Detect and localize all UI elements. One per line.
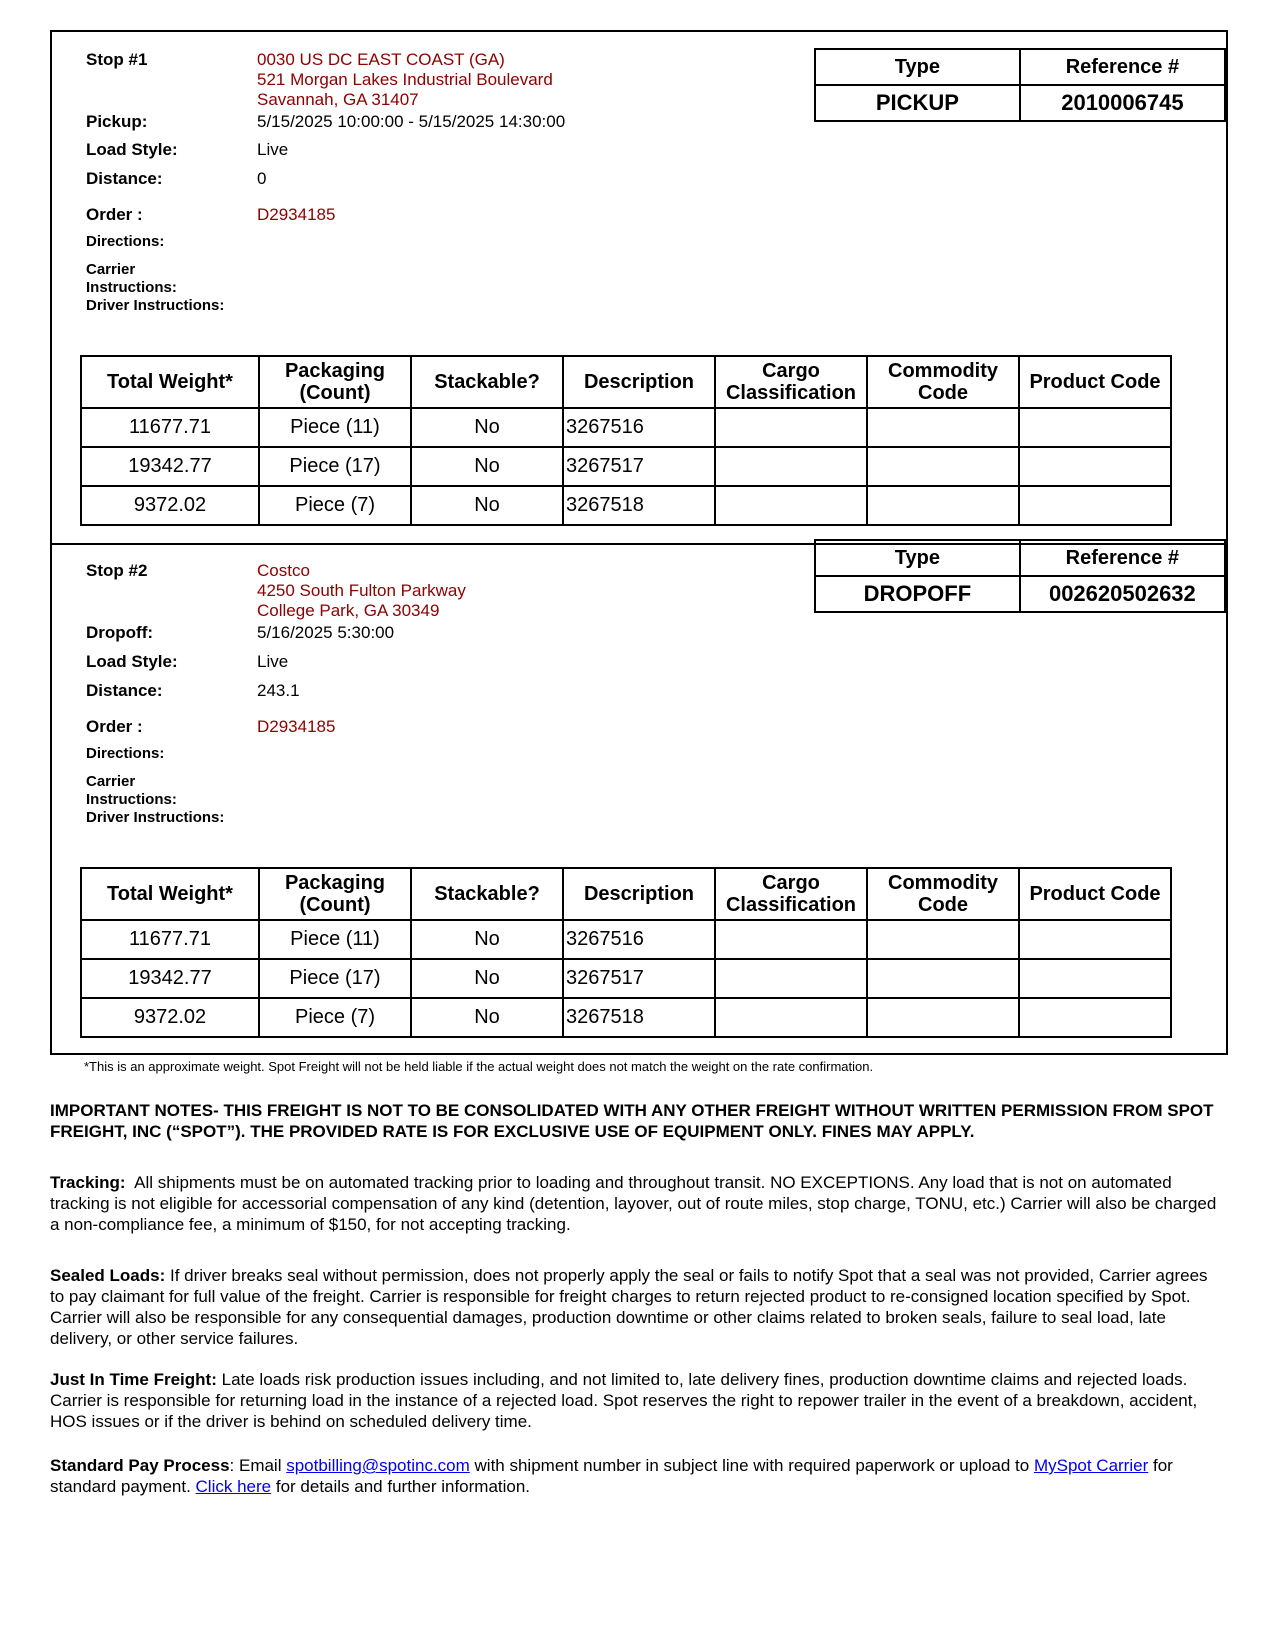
pay-label: Standard Pay Process (50, 1456, 230, 1475)
tracking-label: Tracking: (50, 1173, 126, 1192)
cell-product (1019, 408, 1171, 447)
myspot-carrier-link[interactable]: MySpot Carrier (1033, 1456, 1149, 1475)
header-description: Description (563, 356, 715, 408)
type-header: Type (815, 540, 1020, 576)
pay-text: for details and further information. (271, 1477, 531, 1496)
cell-classification (715, 920, 867, 959)
pay-process-note (50, 1455, 1220, 1497)
pickup-time: 5/15/2025 10:00:00 - 5/15/2025 14:30:00 (257, 112, 566, 131)
type-reference-table (814, 539, 1226, 613)
driver-instructions-label: Driver Instructions: (86, 297, 225, 314)
jit-freight-note (50, 1369, 1220, 1432)
cell-product (1019, 959, 1171, 998)
cell-classification (715, 959, 867, 998)
order-value: D2934185 (257, 717, 336, 736)
cell-packaging: Piece (17) (259, 959, 411, 998)
order-label: Order : (86, 205, 143, 224)
cell-stackable: No (411, 959, 563, 998)
address-line: 521 Morgan Lakes Industrial Boulevard (257, 70, 553, 89)
sealed-text: If driver breaks seal without permission, does not properly apply the seal or fails to notify Spot that a seal was not provided, Carrier agrees to pay claimant for full value of the freight. Carrier is responsible for freight charges to return rejected product to re-consigned location specified by Spot. Carrier will also be responsible for any consequential damages, production downtime or other claims related to broken seals, failure to seal load, late delivery, or other service failures. (50, 1266, 1208, 1348)
cell-commodity (867, 408, 1019, 447)
cell-classification (715, 486, 867, 525)
cell-product (1019, 447, 1171, 486)
stop-2-section (50, 543, 1228, 1055)
header-commodity-code: Commodity Code (867, 868, 1019, 920)
order-value: D2934185 (257, 205, 336, 224)
address-line: 4250 South Fulton Parkway (257, 581, 466, 600)
weight-footnote: *This is an approximate weight. Spot Freight will not be held liable if the actual weight does not match the weight on the rate confirmation. (84, 1059, 874, 1074)
header-total-weight: Total Weight* (81, 356, 259, 408)
load-style-label: Load Style: (86, 140, 178, 159)
jit-label: Just In Time Freight: (50, 1370, 217, 1389)
distance-label: Distance: (86, 169, 163, 188)
header-packaging: Packaging (Count) (259, 868, 411, 920)
reference-number: 002620502632 (1020, 576, 1225, 612)
cell-description: 3267517 (563, 959, 715, 998)
header-product-code: Product Code (1019, 868, 1171, 920)
pay-text: with shipment number in subject line with required paperwork or upload to (469, 1456, 1034, 1475)
header-commodity-code: Commodity Code (867, 356, 1019, 408)
header-packaging: Packaging (Count) (259, 356, 411, 408)
stop-address (257, 561, 466, 621)
cell-description: 3267518 (563, 998, 715, 1037)
dropoff-time: 5/16/2025 5:30:00 (257, 623, 395, 642)
cell-product (1019, 998, 1171, 1037)
reference-number: 2010006745 (1020, 85, 1225, 121)
sealed-label: Sealed Loads: (50, 1266, 166, 1285)
table-row (81, 486, 1171, 525)
reference-header: Reference # (1020, 540, 1225, 576)
address-line: College Park, GA 30349 (257, 601, 440, 620)
cell-weight: 9372.02 (81, 486, 259, 525)
load-style-value: Live (257, 140, 289, 159)
load-style-label: Load Style: (86, 652, 178, 671)
header-description: Description (563, 868, 715, 920)
cell-description: 3267516 (563, 920, 715, 959)
cell-commodity (867, 998, 1019, 1037)
cell-packaging: Piece (7) (259, 998, 411, 1037)
cargo-table (80, 355, 1172, 526)
click-here-link[interactable]: Click here (195, 1477, 272, 1496)
pickup-label: Pickup: (86, 112, 148, 131)
address-line: Savannah, GA 31407 (257, 90, 419, 109)
cell-commodity (867, 486, 1019, 525)
table-row (81, 920, 1171, 959)
pay-text: : Email (229, 1456, 287, 1475)
header-product-code: Product Code (1019, 356, 1171, 408)
directions-label: Directions: (86, 233, 165, 250)
stop-address (257, 50, 553, 110)
carrier-label-line: Instructions: (86, 791, 177, 808)
cell-description: 3267518 (563, 486, 715, 525)
directions-label: Directions: (86, 745, 165, 762)
cell-stackable: No (411, 486, 563, 525)
load-style-value: Live (257, 652, 289, 671)
distance-value: 243.1 (257, 681, 300, 700)
driver-instructions-label: Driver Instructions: (86, 809, 225, 826)
stop-label: Stop #2 (86, 561, 148, 580)
distance-value: 0 (257, 169, 267, 188)
table-row (81, 408, 1171, 447)
header-stackable: Stackable? (411, 356, 563, 408)
tracking-note (50, 1172, 1220, 1235)
sealed-loads-note (50, 1265, 1220, 1349)
stop-type: DROPOFF (815, 576, 1020, 612)
cell-commodity (867, 959, 1019, 998)
cell-stackable: No (411, 408, 563, 447)
carrier-label-line: Instructions: (86, 279, 177, 296)
header-cargo-classification: Cargo Classification (715, 356, 867, 408)
cell-commodity (867, 920, 1019, 959)
cell-stackable: No (411, 998, 563, 1037)
cell-product (1019, 920, 1171, 959)
table-row (81, 998, 1171, 1037)
reference-header: Reference # (1020, 49, 1225, 85)
stop-label: Stop #1 (86, 50, 148, 69)
tracking-text: All shipments must be on automated tracking prior to loading and throughout transit. NO EXCEPTIONS. Any load that is not on automated tracking is not eligible for accessorial compensation of any kind (detention, layover, out of route miles, stop charge, TONU, etc.) Carrier will also be charged a non-compliance fee, a minimum of $150, for not accepting tracking. (50, 1173, 1217, 1234)
carrier-label-line: Carrier (86, 773, 136, 790)
cell-weight: 11677.71 (81, 920, 259, 959)
pay-text: for standard payment. (50, 1456, 1173, 1496)
cell-packaging: Piece (11) (259, 920, 411, 959)
order-label: Order : (86, 717, 143, 736)
cell-stackable: No (411, 920, 563, 959)
stop-1-section (50, 30, 1228, 543)
stop-type: PICKUP (815, 85, 1020, 121)
cell-weight: 19342.77 (81, 959, 259, 998)
cell-classification (715, 998, 867, 1037)
header-stackable: Stackable? (411, 868, 563, 920)
important-notes: IMPORTANT NOTES- THIS FREIGHT IS NOT TO BE CONSOLIDATED WITH ANY OTHER FREIGHT WITHOUT WRITTEN PERMISSION FROM SPOT FREIGHT, INC (“SPOT”). THE PROVIDED RATE IS FOR EXCLUSIVE USE OF EQUIPMENT ONLY. FINES MAY APPLY. (50, 1101, 1214, 1141)
cell-weight: 9372.02 (81, 998, 259, 1037)
cell-packaging: Piece (7) (259, 486, 411, 525)
address-line: Costco (257, 561, 310, 580)
cell-product (1019, 486, 1171, 525)
cell-classification (715, 447, 867, 486)
cell-stackable: No (411, 447, 563, 486)
jit-text: Late loads risk production issues including, and not limited to, late delivery fines, production downtime claims and rejected loads. Carrier is responsible for returning load in the instance of a rejected load. Spot reserves the right to repower trailer in the event of a breakdown, accident, HOS issues or if the driver is behind on scheduled delivery time. (50, 1370, 1198, 1431)
header-total-weight: Total Weight* (81, 868, 259, 920)
carrier-label-line: Carrier (86, 261, 136, 278)
cell-weight: 19342.77 (81, 447, 259, 486)
address-line: 0030 US DC EAST COAST (GA) (257, 50, 505, 69)
distance-label: Distance: (86, 681, 163, 700)
type-header: Type (815, 49, 1020, 85)
cell-packaging: Piece (17) (259, 447, 411, 486)
billing-email-link[interactable]: spotbilling@spotinc.com (286, 1456, 470, 1475)
dropoff-label: Dropoff: (86, 623, 154, 642)
table-row (81, 447, 1171, 486)
cell-description: 3267517 (563, 447, 715, 486)
carrier-instructions-label (86, 261, 177, 297)
carrier-instructions-label (86, 773, 177, 809)
type-reference-table (814, 48, 1226, 122)
cell-weight: 11677.71 (81, 408, 259, 447)
cell-commodity (867, 447, 1019, 486)
cell-packaging: Piece (11) (259, 408, 411, 447)
header-cargo-classification: Cargo Classification (715, 868, 867, 920)
table-row (81, 959, 1171, 998)
cell-description: 3267516 (563, 408, 715, 447)
cargo-table (80, 867, 1172, 1038)
cell-classification (715, 408, 867, 447)
